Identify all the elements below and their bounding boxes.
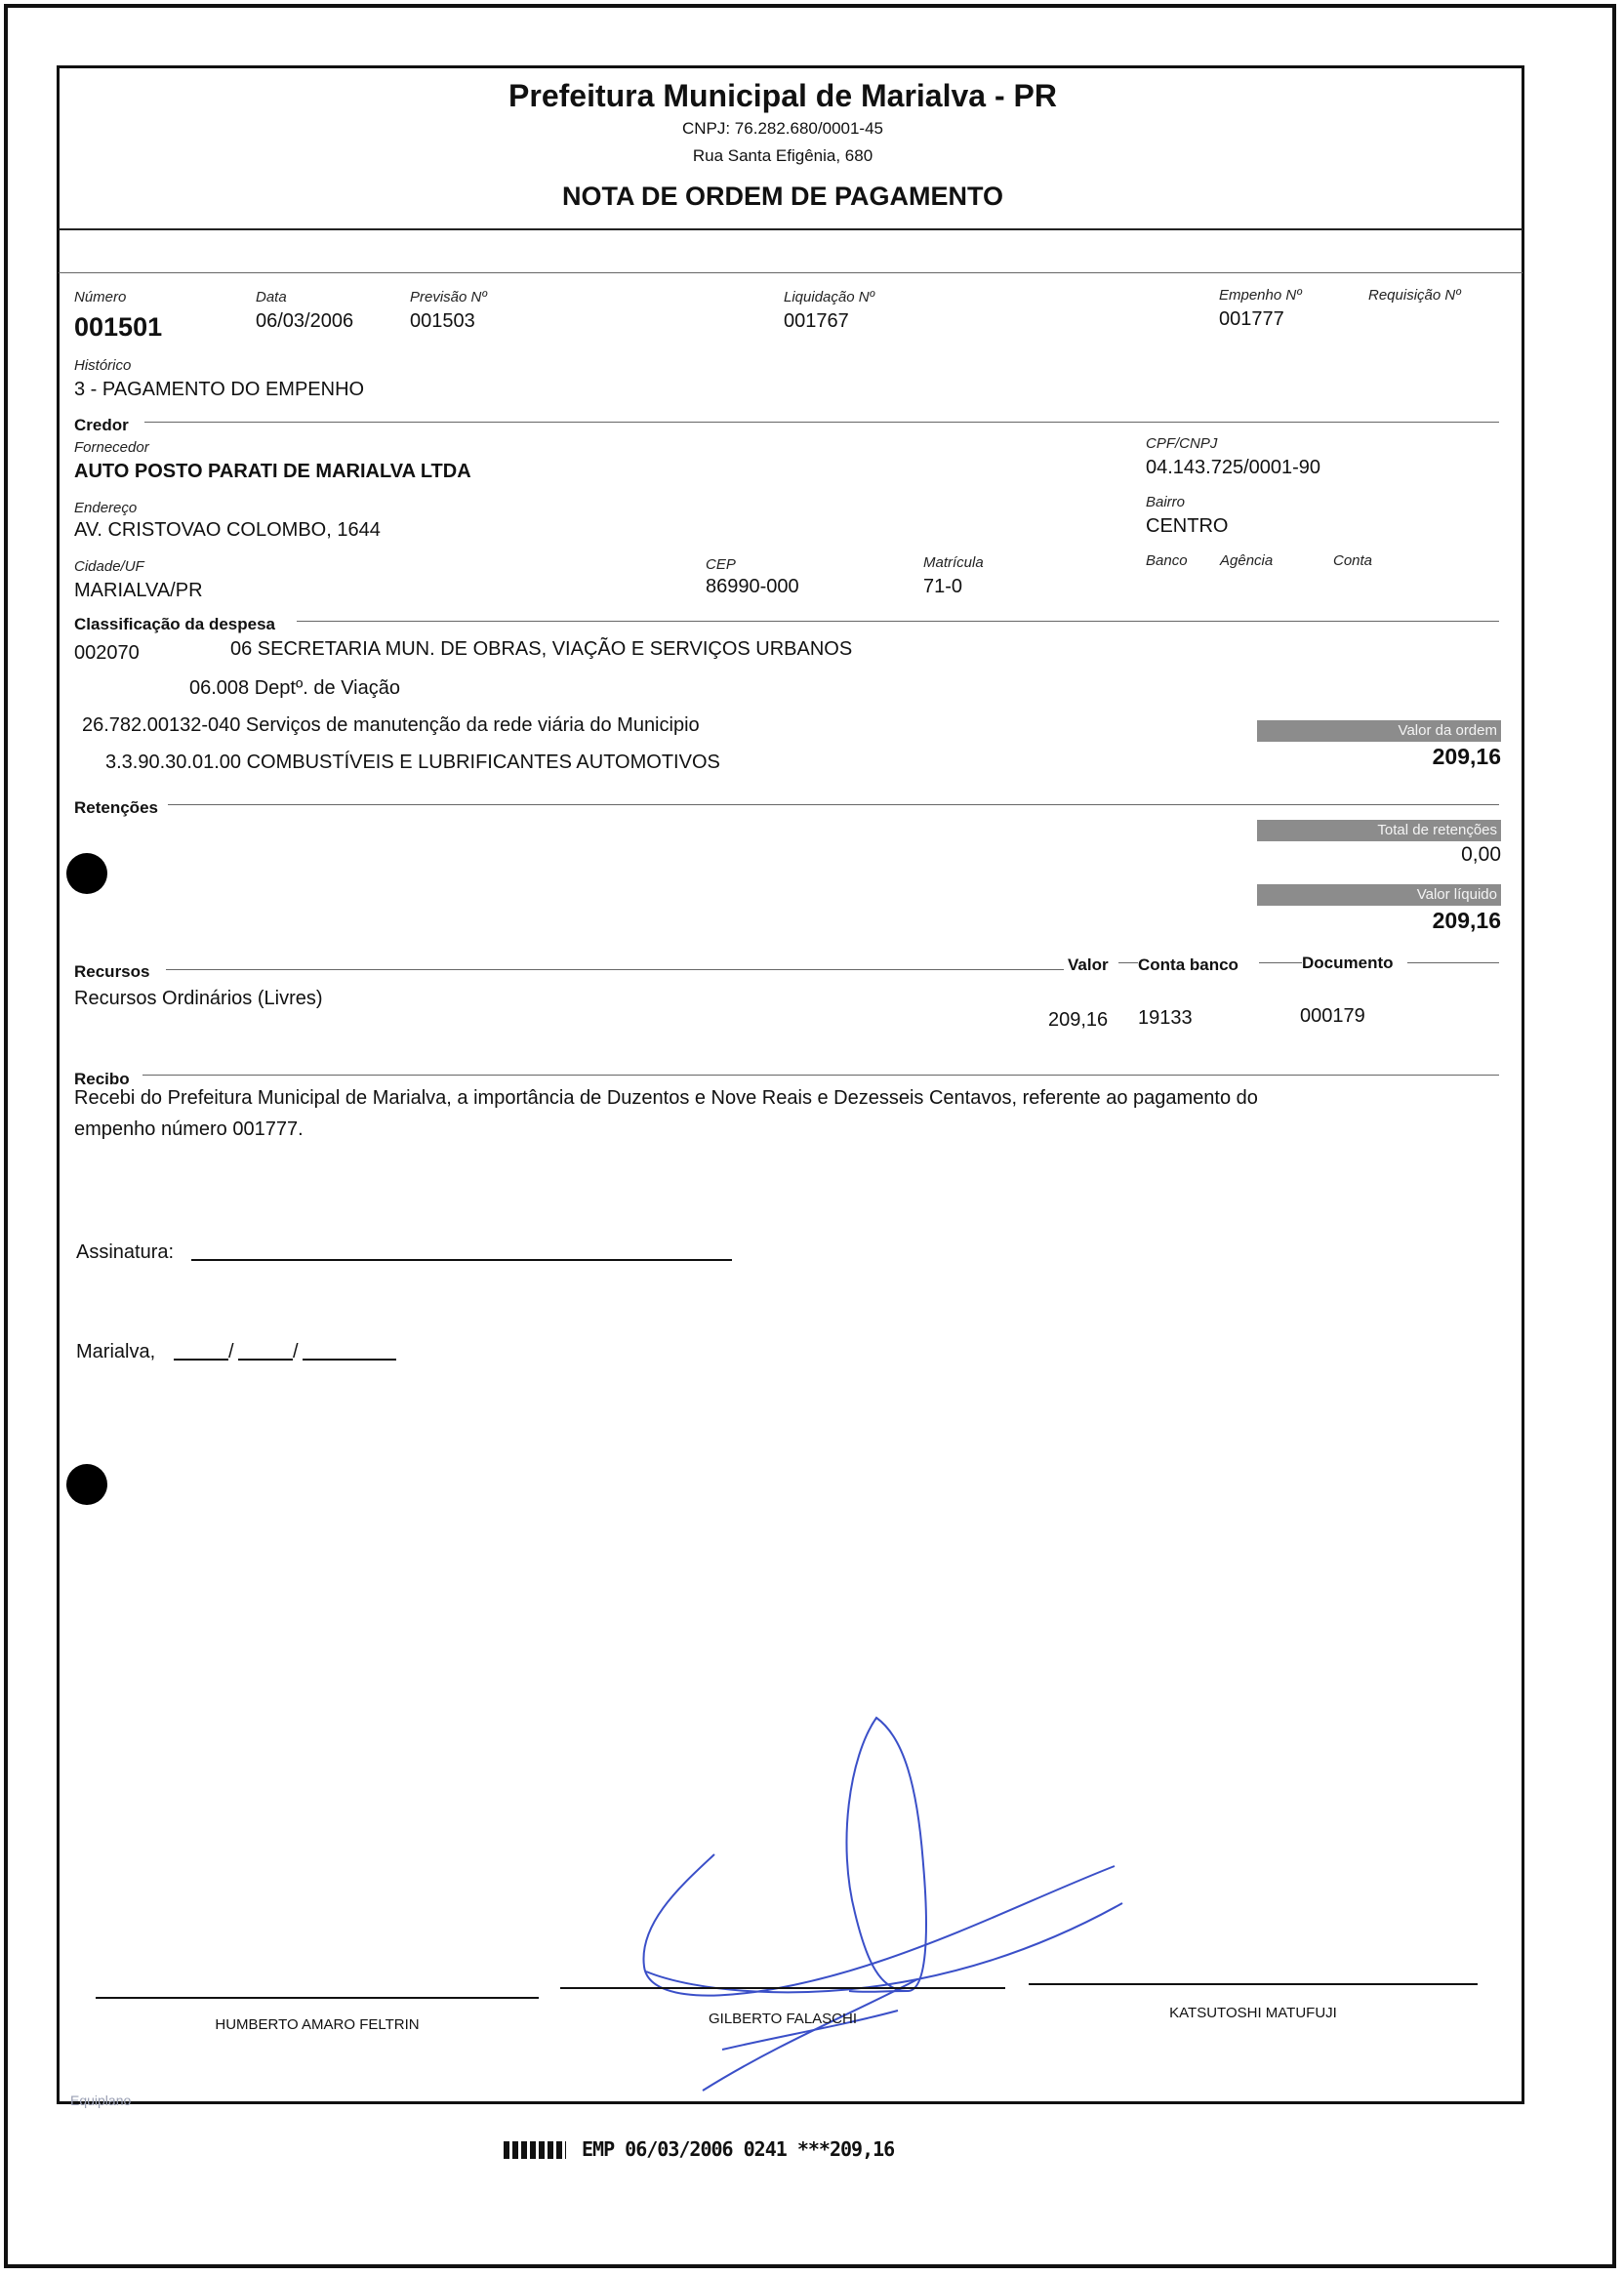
address: Rua Santa Efigênia, 680 <box>692 146 873 165</box>
requisicao-label: Requisição Nº <box>1368 287 1461 304</box>
recibo-line2: empenho número 001777. <box>74 1118 304 1140</box>
valor-ordem-bar: Valor da ordem <box>1257 720 1501 742</box>
empenho-value: 001777 <box>1219 308 1284 330</box>
fornecedor-label: Fornecedor <box>74 439 149 456</box>
signature-line-3 <box>1029 1983 1478 1985</box>
previsao-label: Previsão Nº <box>410 289 487 305</box>
endereco-value: AV. CRISTOVAO COLOMBO, 1644 <box>74 519 381 541</box>
signatory-3: KATSUTOSHI MATUFUJI <box>1169 2005 1337 2021</box>
valor-liquido: 209,16 <box>1432 908 1501 933</box>
classificacao-title: Classificação da despesa <box>74 615 276 633</box>
valor-liquido-bar: Valor líquido <box>1257 884 1501 906</box>
recursos-valor-label: Valor <box>1068 955 1109 974</box>
liquidacao-label: Liquidação Nº <box>784 289 875 305</box>
recibo-line1: Recebi do Prefeitura Municipal de Marialva, a importância de Duzentos e Nove Reais e Dezesseis Centavos, referente ao pagamento do <box>74 1087 1258 1109</box>
date-month-line[interactable] <box>238 1359 293 1361</box>
signature-line-2 <box>560 1987 1005 1989</box>
recibo-title: Recibo <box>74 1070 130 1088</box>
credor-title: Credor <box>74 416 129 434</box>
cpf-value: 04.143.725/0001-90 <box>1146 457 1321 478</box>
matricula-label: Matrícula <box>923 554 984 571</box>
header-divider-2 <box>59 272 1522 273</box>
signatory-2: GILBERTO FALASCHI <box>709 2011 857 2027</box>
recursos-documento: 000179 <box>1300 1005 1365 1027</box>
recursos-valor: 209,16 <box>1048 1009 1109 1031</box>
org-title: Prefeitura Municipal de Marialva - PR <box>508 78 1057 113</box>
recursos-conta-label: Conta banco <box>1138 955 1238 974</box>
retencoes-title: Retenções <box>74 798 158 817</box>
header-divider <box>59 228 1522 230</box>
recursos-title: Recursos <box>74 962 150 981</box>
recibo-rule <box>142 1075 1499 1076</box>
stamp-icon <box>504 2141 566 2159</box>
agencia-label: Agência <box>1220 552 1274 569</box>
recursos-rule-b <box>1118 962 1138 963</box>
cnpj: CNPJ: 76.282.680/0001-45 <box>681 119 884 138</box>
date-slash-2: / <box>293 1341 299 1362</box>
signature-line-1 <box>96 1997 539 1999</box>
total-retencoes-bar: Total de retenções <box>1257 820 1501 841</box>
data-value: 06/03/2006 <box>256 310 354 332</box>
classificacao-line4: 3.3.90.30.01.00 COMBUSTÍVEIS E LUBRIFICANTES AUTOMOTIVOS <box>105 752 720 773</box>
assinatura-line[interactable] <box>191 1259 732 1261</box>
numero-label: Número <box>74 289 127 305</box>
classificacao-line3: 26.782.00132-040 Serviços de manutenção da rede viária do Municipio <box>82 714 700 736</box>
recursos-desc: Recursos Ordinários (Livres) <box>74 988 323 1009</box>
fornecedor-value: AUTO POSTO PARATI DE MARIALVA LTDA <box>74 461 471 482</box>
conta-label: Conta <box>1333 552 1373 569</box>
assinatura-label: Assinatura: <box>76 1241 175 1263</box>
recursos-rule-a <box>166 969 1064 970</box>
cpf-label: CPF/CNPJ <box>1146 435 1218 452</box>
classificacao-line2: 06.008 Deptº. de Viação <box>189 677 400 699</box>
data-label: Data <box>256 289 287 305</box>
cep-value: 86990-000 <box>706 576 799 597</box>
historico-label: Histórico <box>74 357 132 374</box>
recursos-conta: 19133 <box>1138 1007 1193 1029</box>
local-label: Marialva, <box>76 1341 156 1362</box>
previsao-value: 001503 <box>410 310 475 332</box>
classificacao-rule <box>297 621 1499 622</box>
date-slash-1: / <box>228 1341 234 1362</box>
date-day-line[interactable] <box>174 1359 228 1361</box>
numero-value: 001501 <box>74 312 163 342</box>
retencoes-rule <box>168 804 1499 805</box>
validation-stamp: EMP 06/03/2006 0241 ***209,16 <box>582 2137 895 2161</box>
punch-hole-dot <box>66 853 107 894</box>
cidade-value: MARIALVA/PR <box>74 580 203 601</box>
classificacao-code: 002070 <box>74 642 140 664</box>
credor-rule <box>144 422 1499 423</box>
signatory-1: HUMBERTO AMARO FELTRIN <box>215 2016 420 2033</box>
brand-footer: Equiplano <box>70 2093 132 2108</box>
matricula-value: 71-0 <box>923 576 963 597</box>
empenho-label: Empenho Nº <box>1219 287 1302 304</box>
date-year-line[interactable] <box>303 1359 396 1361</box>
classificacao-line1: 06 SECRETARIA MUN. DE OBRAS, VIAÇÃO E SERVIÇOS URBANOS <box>230 638 853 660</box>
recursos-rule-d <box>1407 962 1499 963</box>
cep-label: CEP <box>706 556 736 573</box>
banco-label: Banco <box>1146 552 1188 569</box>
recursos-documento-label: Documento <box>1302 954 1394 972</box>
liquidacao-value: 001767 <box>784 310 849 332</box>
valor-ordem: 209,16 <box>1432 744 1501 769</box>
recursos-rule-c <box>1259 962 1302 963</box>
bairro-label: Bairro <box>1146 494 1186 510</box>
historico-value: 3 - PAGAMENTO DO EMPENHO <box>74 379 365 400</box>
doc-title: NOTA DE ORDEM DE PAGAMENTO <box>561 182 1003 211</box>
endereco-label: Endereço <box>74 500 138 516</box>
punch-hole-dot-2 <box>66 1464 107 1505</box>
bairro-value: CENTRO <box>1146 515 1229 537</box>
cidade-label: Cidade/UF <box>74 558 144 575</box>
handwritten-signature <box>625 1698 1132 2108</box>
total-retencoes: 0,00 <box>1461 843 1501 866</box>
